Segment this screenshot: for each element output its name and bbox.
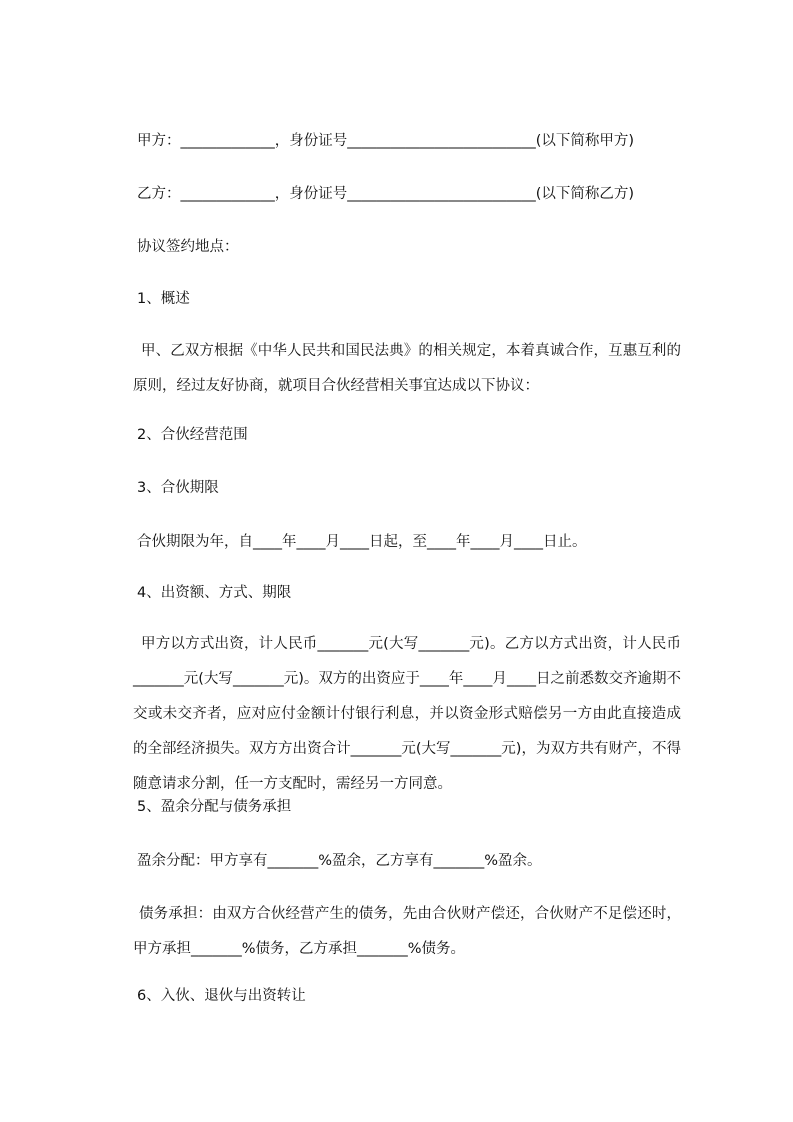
section-heading-3: 3、合伙期限 <box>137 480 219 496</box>
profit-distribution-paragraph: 盈余分配：甲方享有_______%盈余，乙方享有_______%盈余。 <box>137 853 542 869</box>
debt-bearing-paragraph: 债务承担：由双方合伙经营产生的债务，先由合伙财产偿还，合伙财产不足偿还时，甲方承担_______%债务，乙方承担_______%债务。 <box>133 906 681 957</box>
section-1-paragraph: 甲、乙双方根据《中华人民共和国民法典》的相关规定，本着真诚合作，互惠互利的原则，经过友好协商，就项目合伙经营相关事宜达成以下协议： <box>133 343 681 394</box>
party-a-line: 甲方：_____________，身份证号__________________________(以下简称甲方) <box>137 133 635 149</box>
section-heading-6: 6、入伙、退伙与出资转让 <box>137 988 306 1004</box>
section-3-paragraph: 合伙期限为年，自____年____月____日起，至____年____月____日止。 <box>137 534 587 550</box>
section-heading-4: 4、出资额、方式、期限 <box>137 585 292 601</box>
section-heading-1: 1、概述 <box>137 291 190 307</box>
signing-location-label: 协议签约地点： <box>137 239 239 255</box>
party-b-line: 乙方：_____________，身份证号__________________________(以下简称乙方) <box>137 186 635 202</box>
section-heading-5: 5、盈余分配与债务承担 <box>137 799 292 815</box>
section-heading-2: 2、合伙经营范围 <box>137 427 248 443</box>
section-4-paragraph: 甲方以方式出资，计人民币_______元(大写_______元)。乙方以方式出资，计人民币_______元(大写_______元)。双方的出资应于____年____月____日之前悉数交齐逾期不交或未交齐者，应对应付金额计付银行利息，并以资金形式赔偿另一方由此直接造成的全部经济损失。双方方出资合计_______元(大写_______元)，为双方共有财产，不得随意请求分割，任一方支配时，需经另一方同意。 <box>133 636 681 792</box>
